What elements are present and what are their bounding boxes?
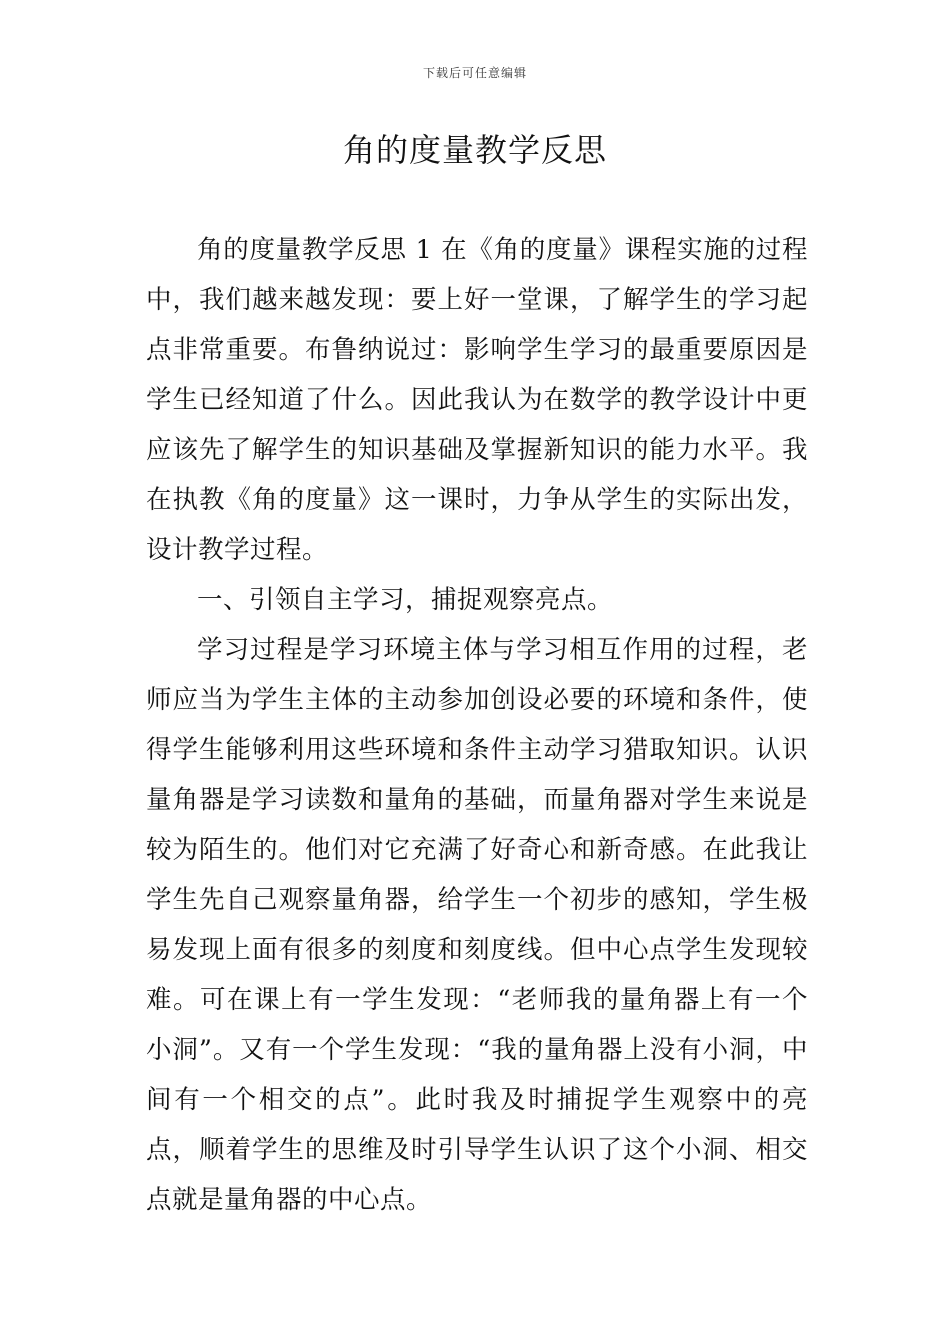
header-note: 下载后可任意编辑 bbox=[422, 66, 527, 80]
paragraph-intro: 角的度量教学反思 1 在《角的度量》课程实施的过程中，我们越来越发现：要上好一堂课，了解学生的学习起点非常重要。布鲁纳说过：影响学生学习的最重要原因是学生已经知道了什么。因此我认为在数学的教学设计中更应该先了解学生的知识基础及掌握新知识的能力水平。我在执教《角的度量》这一课时，力争从学生的实际出发，设计教学过程。 bbox=[146, 235, 808, 565]
document-title: 角的度量教学反思 bbox=[342, 131, 607, 169]
document-body bbox=[146, 225, 808, 1225]
paragraph-section-heading: 一、引领自主学习，捕捉观察亮点。 bbox=[197, 585, 614, 615]
paragraph-section-body: 学习过程是学习环境主体与学习相互作用的过程，老师应当为学生主体的主动参加创设必要的环境和条件，使得学生能够利用这些环境和条件主动学习猎取知识。认识量角器是学习读数和量角的基础，而量角器对学生来说是较为陌生的。他们对它充满了好奇心和新奇感。在此我让学生先自己观察量角器，给学生一个初步的感知，学生极易发现上面有很多的刻度和刻度线。但中心点学生发现较难。可在课上有一学生发现：“老师我的量角器上有一个小洞”。又有一个学生发现：“我的量角器上没有小洞，中间有一个相交的点”。此时我及时捕捉学生观察中的亮点，顺着学生的思维及时引导学生认识了这个小洞、相交点就是量角器的中心点。 bbox=[146, 635, 808, 1215]
